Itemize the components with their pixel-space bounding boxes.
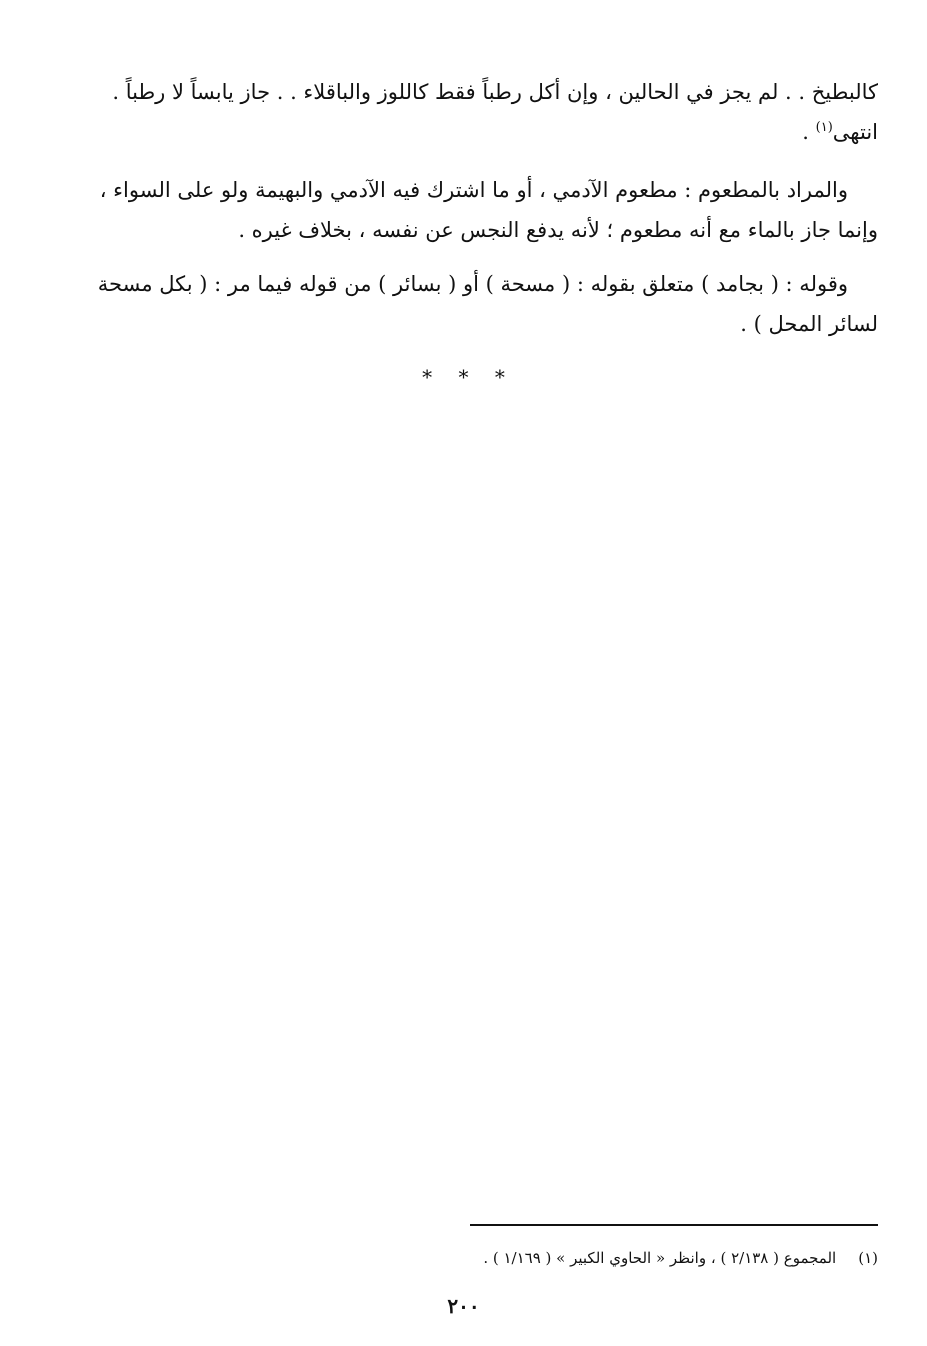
intaha-word: انتهى xyxy=(832,120,878,144)
star-1: * xyxy=(422,365,433,389)
footnote-number: (١) xyxy=(858,1249,878,1267)
paragraph-2 xyxy=(52,170,878,250)
period: . xyxy=(802,120,816,144)
footnote-text: المجموع ( ٢/١٣٨ ) ، وانظر « الحاوي الكبير » ( ١/١٦٩ ) . xyxy=(483,1249,837,1267)
paragraph-2-line-2: وإنما جاز بالماء مع أنه مطعوم ؛ لأنه يدفع النجس عن نفسه ، بخلاف غيره . xyxy=(238,218,878,242)
paragraph-3-line-1: وقوله : ( بجامد ) متعلق بقوله : ( مسحة ) أو ( بسائر ) من قوله فيما مر : ( بكل مسحة xyxy=(97,272,848,296)
footnote xyxy=(300,1246,878,1270)
paragraph-1-line-2 xyxy=(52,112,878,152)
footnote-divider xyxy=(470,1224,878,1226)
page-number: ٢٠٠ xyxy=(447,1294,480,1318)
paragraph-3-line-2: لسائر المحل ) . xyxy=(740,312,878,336)
star-3: * xyxy=(494,365,505,389)
paragraph-3 xyxy=(52,264,878,344)
paragraph-1 xyxy=(52,72,878,152)
star-2: * xyxy=(458,365,469,389)
section-separator xyxy=(0,365,927,389)
footnote-ref[interactable]: (١) xyxy=(815,120,833,135)
paragraph-1-line-1: كالبطيخ . . لم يجز في الحالين ، وإن أكل رطباً فقط كاللوز والباقلاء . . جاز يابساً لا رطباً . xyxy=(112,80,878,104)
paragraph-2-line-1: والمراد بالمطعوم : مطعوم الآدمي ، أو ما اشترك فيه الآدمي والبهيمة ولو على السواء ، xyxy=(99,178,848,202)
